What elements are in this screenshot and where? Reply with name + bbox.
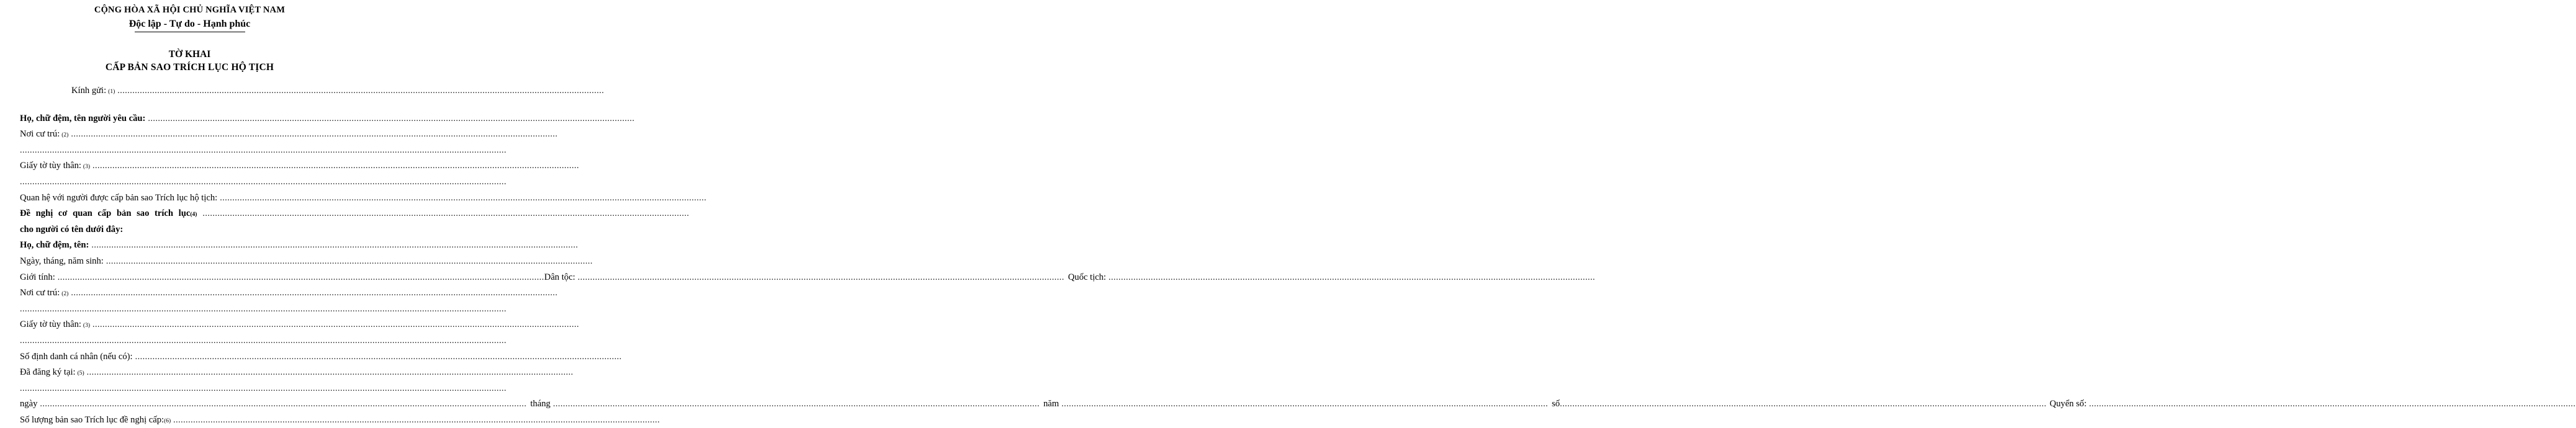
field-recipient: Kính gửi: (1) ..... [20,83,356,99]
registered-at-blank-line2[interactable] [20,381,507,397]
person-nationality-label: Quốc tịch: [1068,272,1106,282]
requester-id-label: Giấy tờ tùy thân: [20,161,81,171]
field-person-id-line2 [20,333,356,349]
request-extract-blank[interactable] [202,206,689,222]
requester-name-label: Họ, chữ đệm, tên người yêu cầu: [20,113,146,123]
registered-at-blank[interactable] [87,365,574,381]
registration-number-blank[interactable] [1560,396,2047,412]
person-id-blank-line2[interactable] [20,333,507,349]
national-title: CỘNG HÒA XÃ HỘI CHỦ NGHĨA VIỆT NAM [94,5,286,15]
person-gender-label: Giới tính: [20,272,55,282]
field-requester-id-line2 [20,174,356,190]
field-requester-name [20,111,356,127]
field-personal-id-number [20,349,356,365]
requester-name-blank[interactable] [148,111,634,127]
person-id-label: Giấy tờ tùy thân: [20,319,81,330]
request-extract-label: Đề nghị cơ quan cấp bản sao trích lục [20,208,191,219]
personal-id-number-label: Số định danh cá nhân (nếu có): [20,351,133,362]
field-person-dob [20,254,356,270]
registration-day-label: ngày [20,399,38,409]
field-requester-residence: Nơi cư trú: (2) ..... [20,127,356,143]
registration-month-blank[interactable] [553,396,1040,412]
person-residence-blank[interactable] [71,285,557,301]
field-copies-requested: Số lượng bản sao Trích lục đề nghị cấp: (6) ..... [20,412,356,428]
field-person-demographics [20,270,1106,286]
copies-requested-label: Số lượng bản sao Trích lục đề nghị cấp: [20,414,164,425]
personal-id-number-blank[interactable] [135,349,622,365]
form-title [0,48,379,74]
person-dob-label: Ngày, tháng, năm sinh: [20,256,104,266]
registration-day-blank[interactable] [40,396,526,412]
field-request-for-person [20,222,356,238]
form-title-line2: CẤP BẢN SAO TRÍCH LỤC HỘ TỊCH [105,62,274,73]
field-person-residence: Nơi cư trú: (2) ..... [20,285,356,301]
person-residence-blank-line2[interactable] [20,301,507,318]
person-name-label: Họ, chữ đệm, tên: [20,240,89,251]
form-title-line1: TỜ KHAI [168,49,211,60]
registered-at-label: Đã đăng ký tại: [20,367,76,378]
person-id-blank[interactable] [92,317,579,333]
registration-book-blank[interactable] [2089,396,2576,412]
requester-residence-label: Nơi cư trú: [20,129,60,140]
form-body [20,83,2087,428]
field-requester-id-document: Giấy tờ tùy thân: (3) ..... [20,158,356,174]
field-request-extract: Đề nghị cơ quan cấp bản sao trích lục (4) ..... [20,206,356,222]
person-dob-blank[interactable] [106,254,593,270]
recipient-blank[interactable] [117,83,604,99]
field-registered-at: Đã đăng ký tại: (5) ..... [20,365,356,381]
person-ethnicity-label: Dân tộc: [544,272,575,282]
requester-residence-blank-line2[interactable] [20,143,507,159]
registration-number-label: số [1551,399,1560,409]
requester-id-blank[interactable] [92,158,579,174]
field-person-name [20,238,356,254]
field-relationship [20,190,356,207]
person-ethnicity-blank[interactable] [578,270,1065,286]
recipient-label: Kính gửi: [71,86,107,96]
person-name-blank[interactable] [91,238,578,254]
person-nationality-blank[interactable] [1109,270,1595,286]
registration-month-label: tháng [530,399,551,409]
person-residence-label: Nơi cư trú: [20,288,60,298]
registration-book-label: Quyển số: [2049,399,2087,409]
person-gender-blank[interactable] [58,270,544,286]
registration-year-label: năm [1043,399,1059,409]
field-requester-residence-line2 [20,143,356,159]
requester-id-blank-line2[interactable] [20,174,507,190]
field-registered-at-line2 [20,381,356,397]
national-header [0,0,379,32]
field-registration-date [20,396,2087,412]
registration-year-blank[interactable] [1061,396,1548,412]
national-motto: Độc lập - Tự do - Hạnh phúc [128,19,251,29]
requester-residence-blank[interactable] [71,127,557,143]
relationship-label: Quan hệ với người được cấp bản sao Trích lục hộ tịch: [20,192,218,203]
request-for-person-label: cho người có tên dưới đây: [20,224,124,234]
field-person-id-document: Giấy tờ tùy thân: (3) ..... [20,317,356,333]
copies-requested-blank[interactable] [173,412,660,428]
relationship-blank[interactable] [220,190,706,207]
field-person-residence-line2 [20,301,356,318]
